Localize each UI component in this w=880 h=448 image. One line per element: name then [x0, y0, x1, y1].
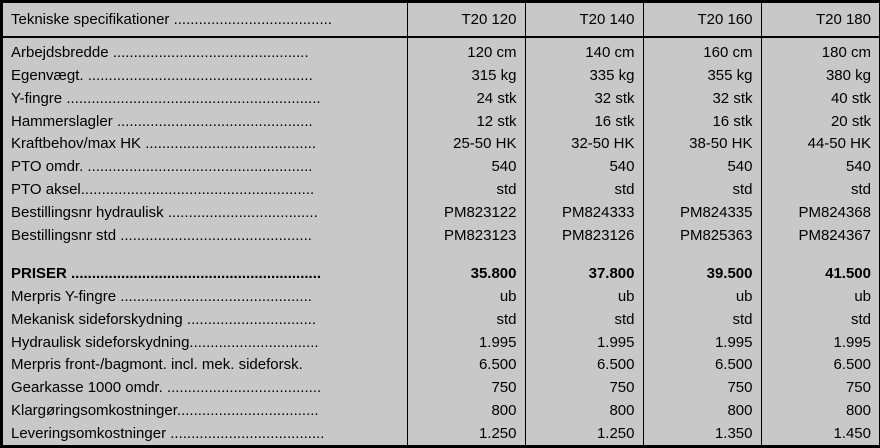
row-value: ub: [761, 285, 879, 308]
row-value: 6.500: [525, 353, 643, 376]
row-value: 16 stk: [643, 110, 761, 133]
row-label: Y-fingre .............................................................: [11, 89, 321, 107]
row-value: std: [525, 178, 643, 201]
row-value: 180 cm: [761, 37, 879, 64]
row-value: 6.500: [761, 353, 879, 376]
table-row: [3, 110, 879, 133]
row-value: 750: [407, 376, 525, 399]
row-value: std: [407, 178, 525, 201]
row-value: PM823126: [525, 224, 643, 247]
row-value: PM823122: [407, 201, 525, 224]
row-value: 750: [761, 376, 879, 399]
row-value: 1.450: [761, 422, 879, 445]
table-row: [3, 422, 879, 445]
section-spacer: [3, 247, 879, 262]
row-value: 32 stk: [525, 87, 643, 110]
row-value: 800: [761, 399, 879, 422]
price-value: 35.800: [407, 262, 525, 285]
row-label: Bestillingsnr hydraulisk ....................................: [11, 204, 318, 222]
table-row: [3, 133, 879, 156]
row-value: 32-50 HK: [525, 133, 643, 156]
row-label: Bestillingsnr std ..............................................: [11, 226, 312, 244]
row-value: 540: [525, 155, 643, 178]
row-label: PTO omdr. ......................................................: [11, 158, 313, 176]
row-value: 6.500: [407, 353, 525, 376]
price-value: 39.500: [643, 262, 761, 285]
row-value: 750: [643, 376, 761, 399]
row-value: 20 stk: [761, 110, 879, 133]
table-row: [3, 64, 879, 87]
row-value: 355 kg: [643, 64, 761, 87]
row-label: Hydraulisk sideforskydning...............................: [11, 333, 319, 351]
table-row: [3, 331, 879, 354]
row-value: PM824333: [525, 201, 643, 224]
table-header-row: [3, 3, 879, 37]
row-label: Egenvægt. ......................................................: [11, 66, 313, 84]
row-value: std: [761, 178, 879, 201]
row-label: Arbejdsbredde ...............................................: [11, 43, 309, 61]
row-value: ub: [643, 285, 761, 308]
row-value: std: [525, 308, 643, 331]
table-row: [3, 308, 879, 331]
row-value: std: [643, 308, 761, 331]
row-value: 12 stk: [407, 110, 525, 133]
spacer-cell: [407, 247, 525, 262]
column-header-t20-140: T20 140: [525, 3, 643, 37]
spacer-cell: [643, 247, 761, 262]
row-value: 160 cm: [643, 37, 761, 64]
row-value: 1.995: [407, 331, 525, 354]
row-value: 1.995: [525, 331, 643, 354]
table-row: [3, 87, 879, 110]
column-header-t20-180: T20 180: [761, 3, 879, 37]
price-value: 41.500: [761, 262, 879, 285]
row-value: 140 cm: [525, 37, 643, 64]
table-row: [3, 178, 879, 201]
row-value: 32 stk: [643, 87, 761, 110]
row-value: 6.500: [643, 353, 761, 376]
row-value: 800: [643, 399, 761, 422]
row-value: 40 stk: [761, 87, 879, 110]
row-value: 16 stk: [525, 110, 643, 133]
row-label: Merpris front-/bagmont. incl. mek. sideforsk.: [11, 356, 303, 374]
spacer-cell: [761, 247, 879, 262]
row-value: PM823123: [407, 224, 525, 247]
row-value: ub: [525, 285, 643, 308]
prices-label: PRISER ............................................................: [11, 264, 322, 282]
row-value: 25-50 HK: [407, 133, 525, 156]
row-value: 24 stk: [407, 87, 525, 110]
column-header-t20-120: T20 120: [407, 3, 525, 37]
price-value: 37.800: [525, 262, 643, 285]
row-value: 540: [643, 155, 761, 178]
table-row: [3, 155, 879, 178]
row-value: ub: [407, 285, 525, 308]
header-label-cell: [3, 3, 407, 37]
row-label: Klargøringsomkostninger..................................: [11, 402, 319, 420]
row-value: 1.250: [407, 422, 525, 445]
table-row: [3, 399, 879, 422]
specifications-table: [3, 3, 879, 445]
prices-header-row: [3, 262, 879, 285]
table-row: [3, 201, 879, 224]
row-value: 540: [407, 155, 525, 178]
row-value: 540: [761, 155, 879, 178]
row-label: Merpris Y-fingre ..............................................: [11, 287, 312, 305]
row-value: 44-50 HK: [761, 133, 879, 156]
row-value: 380 kg: [761, 64, 879, 87]
row-value: 1.995: [761, 331, 879, 354]
row-value: PM825363: [643, 224, 761, 247]
spacer-cell: [525, 247, 643, 262]
row-value: PM824368: [761, 201, 879, 224]
row-value: PM824367: [761, 224, 879, 247]
row-label: PTO aksel........................................................: [11, 181, 315, 199]
row-value: 1.250: [525, 422, 643, 445]
row-value: 335 kg: [525, 64, 643, 87]
row-value: std: [407, 308, 525, 331]
row-label: Mekanisk sideforskydning ...............................: [11, 310, 317, 328]
row-value: 800: [525, 399, 643, 422]
row-value: 120 cm: [407, 37, 525, 64]
row-value: 750: [525, 376, 643, 399]
row-value: PM824335: [643, 201, 761, 224]
row-label: Kraftbehov/max HK .........................................: [11, 135, 317, 153]
row-value: std: [643, 178, 761, 201]
table-row: [3, 224, 879, 247]
row-label: Hammerslagler ...............................................: [11, 112, 313, 130]
table-row: [3, 353, 879, 376]
row-value: 38-50 HK: [643, 133, 761, 156]
header-label-text: Tekniske specifikationer ......................................: [11, 11, 332, 27]
table-row: [3, 285, 879, 308]
row-value: 1.995: [643, 331, 761, 354]
row-label: Leveringsomkostninger .....................................: [11, 425, 325, 443]
table-row: [3, 376, 879, 399]
row-label: Gearkasse 1000 omdr. .....................................: [11, 379, 322, 397]
row-value: 800: [407, 399, 525, 422]
row-value: 1.350: [643, 422, 761, 445]
column-header-t20-160: T20 160: [643, 3, 761, 37]
row-value: std: [761, 308, 879, 331]
table-row: [3, 37, 879, 64]
row-value: 315 kg: [407, 64, 525, 87]
spacer-cell: [3, 247, 407, 262]
